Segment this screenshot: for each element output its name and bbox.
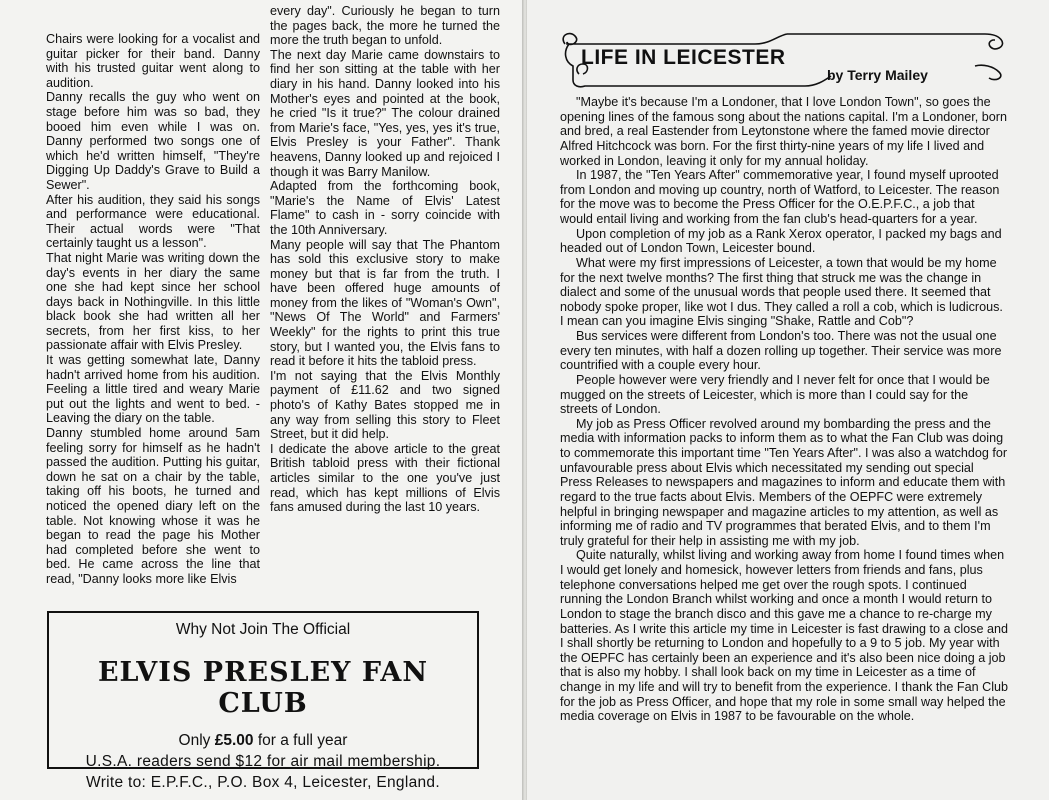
story-paragraph: I dedicate the above article to the great British tabloid press with their fictional articles similar to the one you've just read, which has kept millions of Elvis fans amused during the last 10 years.: [270, 441, 500, 515]
article-paragraph: People however were very friendly and I never felt for once that I would be mugged on the streets of Leicester, which is more than I could say for the streets of London.: [560, 372, 990, 417]
advert-title: ELVIS PRESLEY FAN CLUB: [97, 657, 429, 719]
advert-address-line: Write to: E.P.F.C., P.O. Box 4, Leicester, England.: [86, 774, 440, 791]
fan-club-advert: [47, 611, 479, 791]
advert-intro: Why Not Join The Official: [175, 621, 351, 638]
advert-price-line: [49, 732, 477, 750]
story-paragraph: every day". Curiously he began to turn the pages back, the more he turned the more the truth began to unfold.: [270, 4, 500, 48]
article-headline: LIFE IN LEICESTER: [581, 46, 786, 69]
story-paragraph: I'm not saying that the Elvis Monthly payment of £11.62 and two signed photo's of Kathy Bates stopped me in any way from selling this story to Fleet Street, but it did help.: [270, 368, 500, 442]
article-body: [560, 95, 1009, 724]
story-paragraph: After his audition, they said his songs and performance were educational. Their actual words were "That certainly taught us a lesson".: [46, 192, 260, 251]
story-paragraph: Adapted from the forthcoming book, "Marie's the Name of Elvis' Latest Flame" to cash in - sorry coincide with the 10th Anniversary.: [270, 179, 500, 237]
article-paragraph: In 1987, the "Ten Years After" commemorative year, I found myself uprooted from London and moving up country, north of Watford, to Leicester. The reason for the move was to become the Press Officer for the O.E.P.F.C., a job that would entail living and working from the fan club's head-quarters for a year.: [560, 168, 1000, 226]
story-paragraph: Chairs were looking for a vocalist and guitar picker for their band. Danny with his trusted guitar went along to audition.: [46, 32, 260, 90]
article-paragraph: What were my first impressions of Leicester, a town that would be my home for the next twelve months? The first thing that struck me was the change in dialect and some of the unusual words that people used there. It seemed that nobody spoke proper, like wot I dus. They called a roll a cob, which is ludicrous. I mean can you imagine Elvis singing "Shake, Rattle and Cob"?: [560, 255, 1003, 329]
story-column-2: [270, 4, 500, 515]
article-paragraph: Upon completion of my job as a Rank Xerox operator, I packed my bags and headed out of London Town, Leicester bound.: [560, 226, 1002, 256]
advert-price-suffix: for a full year: [253, 732, 348, 749]
story-paragraph: That night Marie was writing down the day's events in her diary the same one she had kept since her school days back in Nothingville. In this little black book she had written all her secrets, from her first kiss, to her passionate affair with Elvis Presley.: [46, 250, 260, 353]
story-paragraph: Danny recalls the guy who went on stage before him was so bad, they booed him even while I was on. Danny performed two songs one of which he'd written himself, "They're Digging Up Daddy's Grave to Build a Sewer".: [46, 90, 260, 192]
article-header: [555, 30, 1015, 92]
article-paragraph: My job as Press Officer revolved around my bombarding the press and the media with information packs to inform them as to what the Fan Club was doing to commemorate this important time "Ten Years After". I was also a watchdog for unfavourable press about Elvis which necessitated my sending out special Press Releases to newspapers and magazines to inform and educate them with regard to the true facts about Elvis. Members of the OEPFC were extremely helpful in bringing newspaper and magazine articles to my attention, as well as informing me of radio and TV programmes that berated Elvis, and to them I'm truly grateful for their help in assisting me with my job.: [560, 416, 1008, 548]
story-paragraph: It was getting somewhat late, Danny hadn't arrived home from his audition. Feeling a little tired and weary Marie put out the lights and went to bed. - Leaving the diary on the table.: [46, 353, 260, 426]
advert-price: £5.00: [214, 732, 254, 749]
story-paragraph: Many people will say that The Phantom has sold this exclusive story to make money but that is far from the truth. I have been offered huge amounts of money from the likes of "Woman's Own", "News Of The World" and Farmers' Weekly" for the rights to print this true story, but I wanted you, the Elvis fans to read it before it hits the tabloid press.: [270, 237, 500, 369]
advert-usa-line: U.S.A. readers send $12 for air mail membership.: [85, 753, 441, 770]
story-paragraph: Danny stumbled home around 5am feeling sorry for himself as he hadn't passed the audition. Putting his guitar, down he sat on a chair by the table, taking off his boots, he turned and noticed the opened diary left on the table. Not knowing whose it was he began to read the page his Mother had completed before she went to bed. He came across the line that read, "Danny looks more like Elvis: [46, 426, 260, 586]
story-paragraph: The next day Marie came downstairs to find her son sitting at the table with her diary in his hand. Danny looked into his Mother's eyes and pointed at the book, he cried "Is it true?" The colour drained from Marie's face, "Yes, yes, yes it's true, Elvis Presley is your Father". Thank heavens, Danny looked up and rejoiced I though it was Barry Manilow.: [270, 47, 500, 179]
article-byline: by Terry Mailey: [827, 67, 928, 83]
advert-price-prefix: Only: [178, 732, 215, 749]
article-paragraph: "Maybe it's because I'm a Londoner, that I love London Town", so goes the opening lines of the famous song about the nations capital. I'm a Londoner, born and bred, a real Eastender from Leytonstone where the famed movie director Alfred Hitchcock was born. For the first thirty-nine years of my life I lived and worked in London, leaving it only for my annual holiday.: [560, 95, 1007, 168]
article-paragraph: Bus services were different from London's too. There was not the usual one every ten minutes, with half a dozen rolling up together. Their service was more countrified with a couple every hour.: [560, 329, 1002, 373]
article-paragraph: Quite naturally, whilst living and working away from home I found times when I would get lonely and homesick, however letters from friends and fans, plus telephone conversations helped me get over the rough spots. I continued running the London Branch whilst working and once a month I would return to London to stage the branch disco and this gave me a chance to re-charge my batteries. As I write this article my time in Leicester is fast drawing to a close and I shall shortly be returning to London and hopefully to a 9 to 5 job. My year with the OEPFC has certainly been an experience and it's also been nice doing a job that is also my hobby. I shall look back on my time in Leicester as a time of change in my life and will try to benefit from the experience. I thank the Fan Club for the job as Press Officer, and hope that my role in some small way helped the media coverage on Elvis in 1987 to be favourable on the whole.: [560, 548, 1009, 724]
story-column-1: [46, 32, 260, 587]
